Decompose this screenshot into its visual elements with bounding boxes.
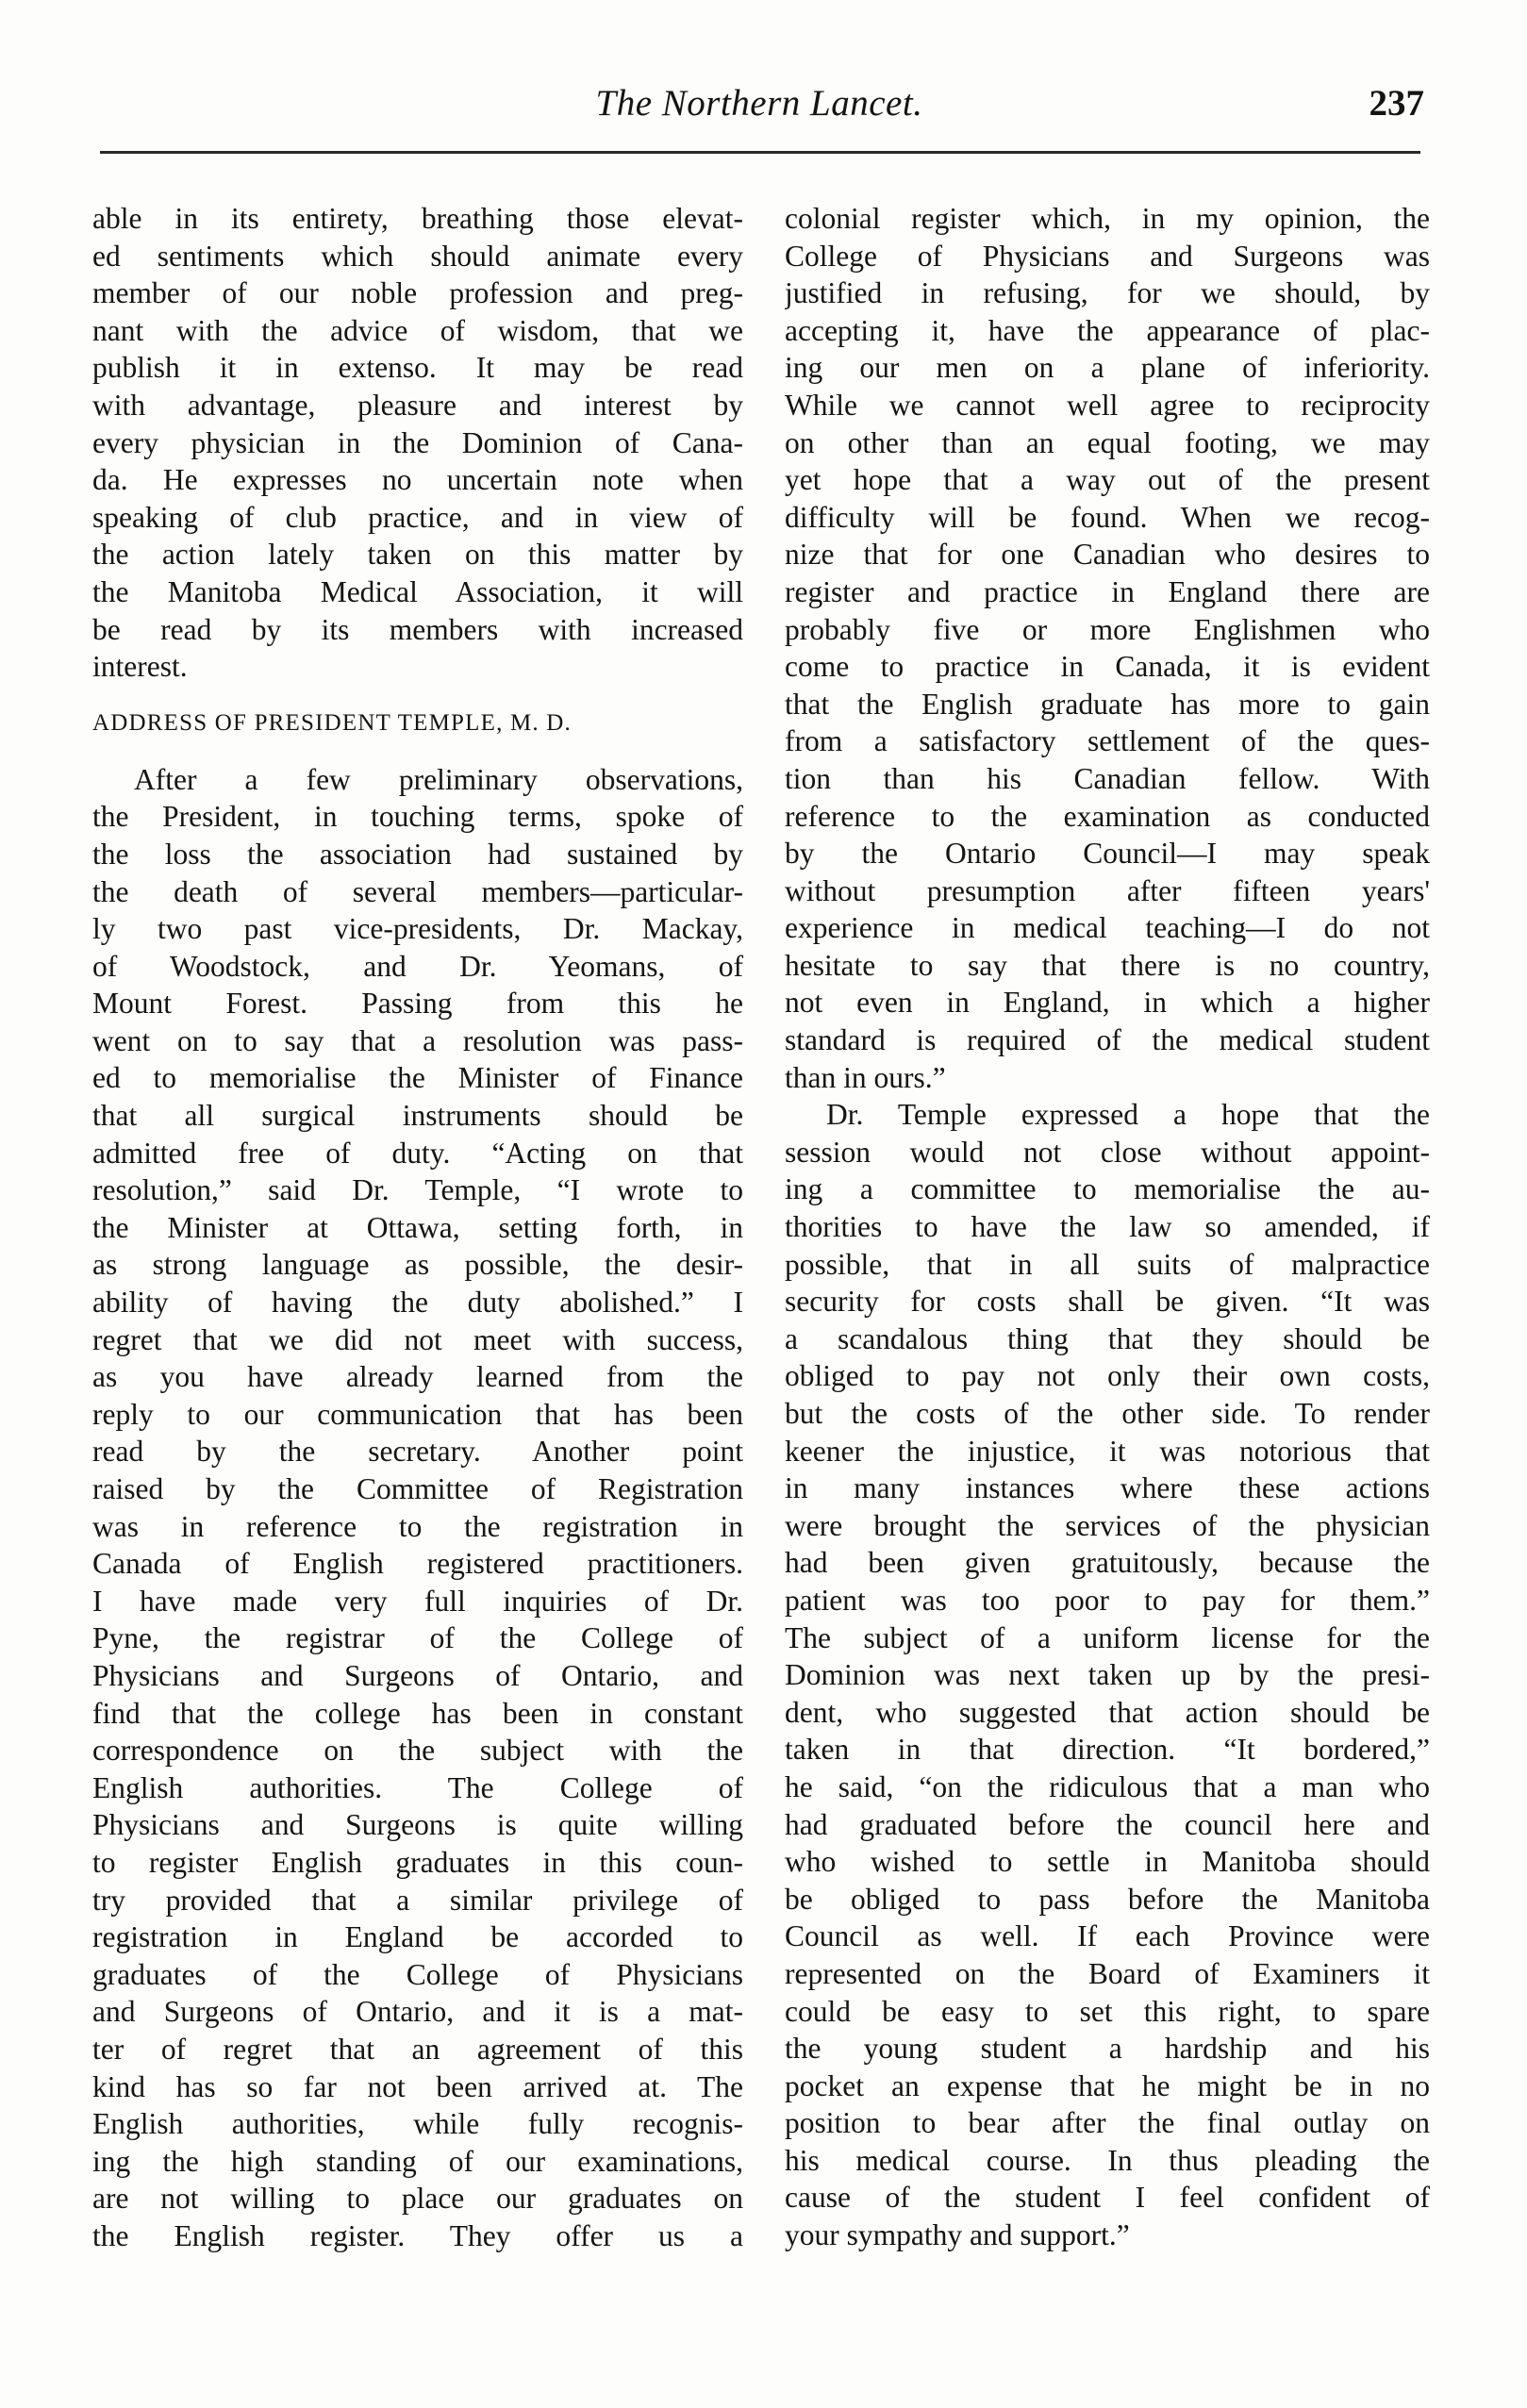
text-line: of Woodstock, and Dr. Yeomans, of [92, 949, 743, 983]
text-line: on other than an equal footing, we may [785, 425, 1430, 459]
right-column [785, 200, 1430, 2254]
continued-paragraph [785, 200, 1430, 1096]
text-line: ing the high standing of our examinations, [92, 2144, 743, 2178]
intro-paragraph [92, 200, 743, 686]
text-line: interest. [92, 650, 188, 684]
text-line: After a few preliminary observations, [134, 762, 743, 796]
text-line: had graduated before the council here and [785, 1807, 1430, 1841]
text-line: speaking of club practice, and in view of [92, 500, 743, 534]
text-line: pocket an expense that he might be in no [785, 2068, 1430, 2102]
text-line: cause of the student I feel confident of [785, 2181, 1430, 2215]
text-line: dent, who suggested that action should be [785, 1695, 1430, 1729]
text-line: reference to the examination as conducted [785, 799, 1430, 833]
text-line: the President, in touching terms, spoke of [92, 800, 743, 834]
text-line: that all surgical instruments should be [92, 1099, 743, 1133]
text-line: the young student a hardship and his [785, 2032, 1430, 2066]
text-line: thorities to have the law so amended, if [785, 1210, 1430, 1244]
text-line: ly two past vice-presidents, Dr. Mackay, [92, 912, 743, 946]
text-line: patient was too poor to pay for them.” [785, 1583, 1430, 1617]
journal-title: The Northern Lancet. [595, 83, 923, 124]
text-line: resolution,” said Dr. Temple, “I wrote to [92, 1173, 743, 1207]
text-line: da. He expresses no uncertain note when [92, 463, 743, 497]
header-rule [100, 151, 1420, 154]
text-line: ter of regret that an agreement of this [92, 2032, 743, 2066]
text-line: but the costs of the other side. To render [785, 1397, 1430, 1430]
text-line: Physicians and Surgeons of Ontario, and [92, 1658, 743, 1692]
text-line: difficulty will be found. When we recog- [785, 500, 1430, 534]
text-line: as you have already learned from the [92, 1360, 743, 1394]
text-line: ability of having the duty abolished.” I [92, 1286, 743, 1320]
text-line: The subject of a uniform license for the [785, 1620, 1430, 1654]
text-line: not even in England, in which a higher [785, 986, 1430, 1020]
text-line: taken in that direction. “It bordered,” [785, 1733, 1430, 1767]
text-line: colonial register which, in my opinion, the [785, 202, 1430, 235]
text-line: that the English graduate has more to gain [785, 687, 1430, 721]
text-line: the Minister at Ottawa, setting forth, in [92, 1210, 743, 1244]
text-line: ing a committee to memorialise the au- [785, 1172, 1430, 1206]
text-line: the English register. They offer us a [92, 2218, 743, 2252]
text-line: probably five or more Englishmen who [785, 612, 1430, 646]
text-line: Dominion was next taken up by the presi- [785, 1658, 1430, 1692]
text-line: register and practice in England there are [785, 574, 1430, 608]
text-line: your sympathy and support.” [785, 2218, 1130, 2252]
text-line: try provided that a similar privilege of [92, 1883, 743, 1917]
text-line: his medical course. In thus pleading the [785, 2143, 1430, 2177]
text-line: kind has so far not been arrived at. The [92, 2069, 743, 2103]
text-line: yet hope that a way out of the present [785, 463, 1430, 497]
text-line: than in ours.” [785, 1060, 946, 1094]
text-line: graduates of the College of Physicians [92, 1957, 743, 1991]
text-line: the loss the association had sustained by [92, 837, 743, 871]
text-line: While we cannot well agree to reciprocity [785, 388, 1430, 422]
running-head [94, 81, 1424, 138]
resolution-paragraph [785, 1096, 1430, 2253]
text-line: went on to say that a resolution was pass- [92, 1023, 743, 1057]
text-line: experience in medical teaching—I do not [785, 911, 1430, 945]
text-line: possible, that in all suits of malpractice [785, 1247, 1430, 1281]
text-line: College of Physicians and Surgeons was [785, 239, 1430, 273]
text-line: reply to our communication that has been [92, 1397, 743, 1431]
text-line: Canada of English registered practitioners. [92, 1547, 743, 1581]
text-line: be read by its members with increased [92, 612, 743, 646]
text-line: could be easy to set this right, to spare [785, 1994, 1430, 2028]
text-line: by the Ontario Council—I may speak [785, 837, 1430, 871]
text-line: was in reference to the registration in [92, 1509, 743, 1543]
text-line: and Surgeons of Ontario, and it is a mat- [92, 1995, 743, 2029]
text-line: position to bear after the final outlay on [785, 2106, 1430, 2140]
text-line: able in its entirety, breathing those elevat- [92, 202, 743, 235]
text-line: raised by the Committee of Registration [92, 1472, 743, 1505]
text-line: were brought the services of the physician [785, 1508, 1430, 1542]
text-line: he said, “on the ridiculous that a man who [785, 1769, 1430, 1803]
text-line: the death of several members—particular- [92, 874, 743, 908]
text-line: who wished to settle in Manitoba should [785, 1845, 1430, 1879]
text-line: session would not close without appoint- [785, 1135, 1430, 1169]
section-heading: ADDRESS OF PRESIDENT TEMPLE, M. D. [92, 709, 572, 736]
text-line: the action lately taken on this matter by [92, 538, 743, 572]
text-line: read by the secretary. Another point [92, 1435, 743, 1469]
text-line: the Manitoba Medical Association, it will [92, 574, 743, 608]
text-line: I have made very full inquiries of Dr. [92, 1584, 743, 1618]
text-line: as strong language as possible, the desir- [92, 1248, 743, 1282]
text-line: be obliged to pass before the Manitoba [785, 1882, 1430, 1916]
text-line: to register English graduates in this coun- [92, 1845, 743, 1879]
text-line: a scandalous thing that they should be [785, 1321, 1430, 1355]
text-line: obliged to pay not only their own costs, [785, 1359, 1430, 1393]
text-line: without presumption after fifteen years' [785, 873, 1430, 907]
text-line: every physician in the Dominion of Cana- [92, 425, 743, 459]
text-line: Dr. Temple expressed a hope that the [826, 1098, 1430, 1132]
text-line: Council as well. If each Province were [785, 1919, 1430, 1953]
text-line: Mount Forest. Passing from this he [92, 987, 743, 1021]
text-line: member of our noble profession and preg- [92, 276, 743, 310]
text-line: hesitate to say that there is no country, [785, 948, 1430, 982]
text-line: security for costs shall be given. “It was [785, 1285, 1430, 1319]
text-line: admitted free of duty. “Acting on that [92, 1136, 743, 1170]
text-line: had been given gratuitously, because the [785, 1546, 1430, 1580]
text-line: find that the college has been in constant [92, 1696, 743, 1730]
text-line: nant with the advice of wisdom, that we [92, 313, 743, 347]
text-line: English authorities, while fully recognis- [92, 2107, 743, 2141]
text-line: ing our men on a plane of inferiority. [785, 351, 1430, 385]
text-line: accepting it, have the appearance of plac- [785, 313, 1430, 347]
text-line: regret that we did not meet with success, [92, 1322, 743, 1356]
text-line: Physicians and Surgeons is quite willing [92, 1808, 743, 1842]
text-line: tion than his Canadian fellow. With [785, 761, 1430, 795]
page-number: 237 [1369, 83, 1424, 124]
text-line: publish it in extenso. It may be read [92, 351, 743, 385]
text-line: correspondence on the subject with the [92, 1734, 743, 1768]
text-line: standard is required of the medical student [785, 1023, 1430, 1057]
text-line: from a satisfactory settlement of the ques- [785, 724, 1430, 758]
text-line: ed sentiments which should animate every [92, 239, 743, 273]
address-paragraph [92, 761, 743, 2255]
text-line: are not willing to place our graduates on [92, 2182, 743, 2216]
left-column [92, 200, 743, 2254]
text-line: Pyne, the registrar of the College of [92, 1621, 743, 1655]
text-line: ed to memorialise the Minister of Finance [92, 1061, 743, 1095]
text-line: justified in refusing, for we should, by [785, 276, 1430, 310]
text-line: nize that for one Canadian who desires to [785, 538, 1430, 572]
text-line: keener the injustice, it was notorious that [785, 1434, 1430, 1468]
text-line: with advantage, pleasure and interest by [92, 388, 743, 422]
text-line: in many instances where these actions [785, 1471, 1430, 1505]
text-line: represented on the Board of Examiners it [785, 1956, 1430, 1990]
text-line: English authorities. The College of [92, 1770, 743, 1804]
text-line: come to practice in Canada, it is evident [785, 650, 1430, 684]
text-line: registration in England be accorded to [92, 1920, 743, 1954]
